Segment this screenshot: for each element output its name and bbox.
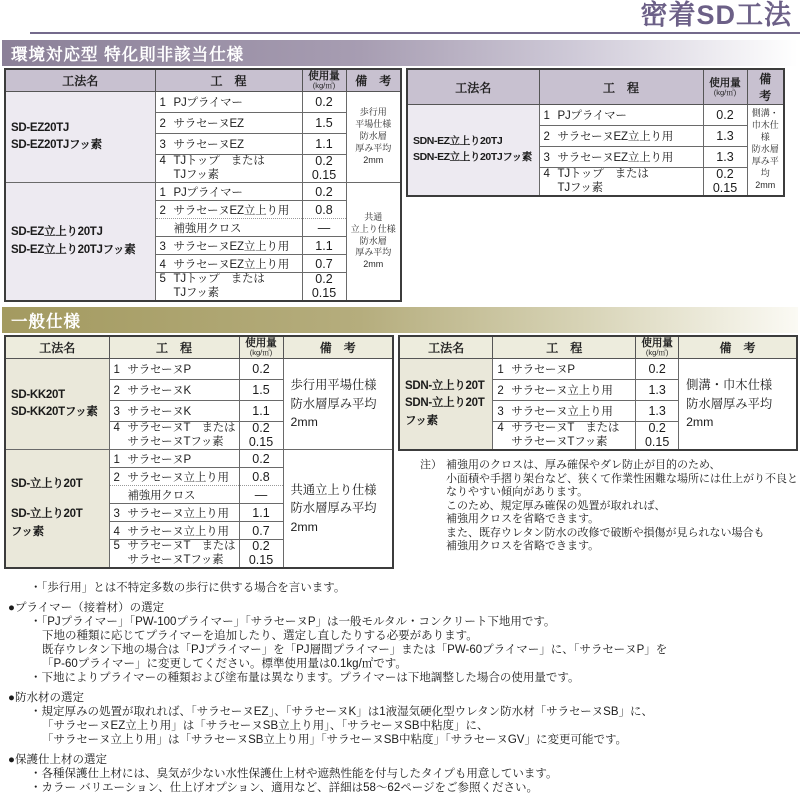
process-cell [155, 219, 302, 237]
process-name: サラセーヌEZ立上り用 [173, 240, 290, 253]
spec-group-sd-ez20tj [5, 92, 401, 183]
table-row [407, 105, 784, 126]
remarks-line: 歩行用平場仕様 [290, 378, 377, 393]
process-cell [493, 422, 636, 451]
process-name: サラセーヌ立上り用 [127, 507, 229, 520]
usage-unit: (kg/㎡) [249, 348, 273, 358]
table-row [5, 359, 393, 380]
method-cell [399, 359, 493, 451]
step-number: 2 [497, 385, 504, 397]
method-cell [5, 92, 155, 183]
col-header-label: 工法名 [428, 341, 465, 355]
usage-cell: 0.2 [302, 183, 346, 201]
footnote-line: 「サラセーヌEZ立上り用」は「サラセーヌSB立上り用」、「サラセーヌSB中粘度」に、 [42, 720, 489, 732]
process-cell [493, 380, 636, 401]
method-name: フッ素 [11, 525, 44, 538]
step-number: 4 [159, 258, 166, 271]
usage-cell: 1.1 [302, 134, 346, 155]
process-cell [109, 380, 239, 401]
footnotes [0, 569, 800, 795]
method-name: SDN-EZ立上り20TJ [413, 135, 503, 148]
process-name: サラセーヌ立上り用 [127, 471, 229, 484]
process-name: サラセーヌP [127, 364, 192, 376]
usage-cell [239, 540, 283, 569]
footnote-line: ・規定厚みの処置が取れれば、「サラセーヌEZ」、「サラセーヌK」は1液湿気硬化型ウレタン防水材「サラセーヌSB」に、 [30, 706, 654, 718]
note-line: また、既存ウレタン防水の改修で破断や損傷が見られない場合も [446, 526, 765, 539]
col-header-remarks [747, 69, 784, 105]
footnote-line: ・下地によりプライマーの種類および塗布量は異なります。プライマーは下地調整した場合の使用量です。 [30, 672, 580, 684]
step-number: 4 [497, 422, 504, 434]
method-name: フッ素 [405, 414, 438, 427]
section2-right-column [398, 335, 798, 554]
usage-value: 0.2 [716, 167, 734, 181]
process-name: サラセーヌP [511, 364, 575, 376]
process-cell [109, 486, 239, 504]
footnote-line: 既存ウレタン下地の場合は「PJプライマー」を「PJ層間プライマー」または「PW-60プライマー」に、「サラセーヌP」を [42, 644, 668, 656]
footnote-line: 下地の種類に応じてプライマーを追加したり、選定し直したりする必要があります。 [42, 630, 478, 642]
step-number: 1 [113, 453, 120, 466]
col-header-method [407, 69, 539, 105]
note-line: このため、規定厚み確保の処置が取れれば、 [446, 499, 666, 512]
column-header-row [5, 69, 401, 92]
usage-unit: (kg/㎡) [713, 87, 737, 97]
method-name: SD-EZ20TJ [11, 121, 70, 134]
remarks-line: 防水層 [359, 235, 387, 246]
remarks-line: 防水層厚み平均2mm [290, 501, 377, 534]
step-number: 3 [113, 406, 120, 418]
usage-cell: 0.8 [239, 468, 283, 486]
process-name: 補強用クロス [173, 222, 242, 235]
usage-unit: (kg/㎡) [645, 348, 669, 358]
table-row [399, 359, 797, 380]
process-name: サラセーヌK [127, 385, 192, 397]
process-cell [109, 522, 239, 540]
footnote-line: 「サラセーヌ立上り用」は「サラセーヌSB立上り用」「サラセーヌSB中粘度」「サラセーヌGV」に変更可能です。 [42, 734, 628, 746]
page-header [0, 0, 800, 40]
spec-group-sd-ez-tachiagari20tj [5, 183, 401, 302]
footnote-block-title: ●プライマー（接着材）の選定 [8, 602, 165, 614]
process-cell [493, 401, 636, 422]
step-number: 3 [543, 152, 550, 164]
col-header-usage [703, 69, 747, 105]
process-name: サラセーヌEZ [173, 139, 244, 151]
process-cell [109, 540, 239, 569]
footnote-block-waterproofing [8, 691, 796, 747]
step-number: 5 [159, 273, 166, 285]
step-number: 3 [497, 406, 504, 418]
usage-value: 0.15 [712, 180, 738, 195]
usage-cell: — [239, 486, 283, 504]
process-name: サラセーヌ立上り用 [127, 525, 229, 538]
usage-cell: 0.2 [239, 450, 283, 468]
process-name: TJフッ素 [557, 181, 603, 194]
spec-table-s1-right [406, 68, 785, 197]
usage-cell: 1.5 [302, 113, 346, 134]
remarks-cell [679, 359, 797, 451]
step-number: 3 [159, 240, 166, 253]
col-header-usage [636, 336, 679, 359]
remarks-line: 厚み平均 [355, 247, 392, 258]
process-name: TJフッ素 [173, 168, 219, 181]
process-cell [109, 422, 239, 450]
remarks-line: 厚み平均 [751, 155, 779, 178]
process-name: サラセーヌK [127, 406, 192, 418]
process-cell [493, 359, 636, 380]
usage-unit: (kg/㎡) [312, 81, 336, 91]
usage-cell: 1.5 [239, 380, 283, 401]
spec-table-s1-left [4, 68, 402, 302]
remarks-cell [346, 183, 401, 302]
process-name: TJトップ または [173, 155, 265, 167]
process-cell [109, 504, 239, 522]
method-name: SDN-立上り20T [405, 397, 485, 410]
col-header-label: 備 考 [355, 74, 392, 88]
step-number: 3 [113, 507, 120, 520]
process-name: TJトップ または [173, 273, 265, 285]
method-name: SD-EZ20TJフッ素 [11, 139, 102, 151]
remarks-line: 防水層厚み平均2mm [290, 396, 377, 430]
col-header-remarks [679, 336, 797, 359]
remarks-cell [346, 92, 401, 183]
table-row [5, 183, 401, 201]
section2-tables [0, 335, 800, 569]
col-header-process [109, 336, 239, 359]
col-header-label: 備 考 [719, 341, 756, 355]
process-cell [155, 183, 302, 201]
usage-label: 使用量 [308, 70, 340, 83]
method-name: SD-KK20Tフッ素 [11, 406, 98, 418]
process-name: サラセーヌTフッ素 [127, 553, 224, 566]
method-cell [5, 183, 155, 302]
remarks-line: 防水層厚み平均2mm [686, 396, 773, 430]
footnote-walkway-definition: ・「歩行用」とは不特定多数の歩行に供する場合を言います。 [30, 582, 346, 594]
step-number: 1 [159, 97, 166, 109]
col-header-label: 工 程 [546, 341, 583, 355]
usage-cell [239, 422, 283, 450]
spec-group-sd-kk20t [5, 359, 393, 450]
remarks-line: 2mm [363, 259, 384, 270]
process-cell [109, 401, 239, 422]
usage-cell [703, 168, 747, 197]
col-header-usage [302, 69, 346, 92]
process-cell [155, 92, 302, 113]
process-name: サラセーヌ立上り用 [511, 385, 613, 397]
step-number: 1 [497, 364, 504, 376]
usage-label: 使用量 [641, 337, 673, 350]
remarks-line: 平場仕様 [355, 119, 392, 130]
col-header-label: 工法名 [39, 341, 76, 355]
col-header-label: 工法名 [62, 74, 99, 88]
usage-cell: 0.2 [302, 92, 346, 113]
remarks-cell [747, 105, 784, 197]
usage-cell: 1.3 [703, 147, 747, 168]
title-underline [30, 32, 800, 34]
spec-table-s2-left [4, 335, 394, 569]
method-cell [407, 105, 539, 197]
process-cell [155, 273, 302, 302]
usage-cell: 1.1 [302, 237, 346, 255]
process-cell [155, 237, 302, 255]
usage-label: 使用量 [245, 337, 277, 350]
method-name: SD-EZ立上り20TJフッ素 [11, 243, 136, 256]
usage-value: 0.2 [648, 421, 666, 435]
usage-value: 0.2 [315, 154, 333, 168]
usage-cell [302, 273, 346, 302]
column-header-row [407, 69, 784, 105]
step-number: 2 [113, 471, 120, 484]
process-name: サラセーヌEZ立上り用 [173, 258, 290, 271]
process-name: サラセーヌT または [127, 540, 236, 552]
process-name: サラセーヌEZ立上り用 [557, 131, 674, 143]
step-number: 4 [113, 525, 120, 538]
usage-cell: 1.1 [239, 504, 283, 522]
footnote-block-protective-finish [8, 753, 796, 795]
usage-cell: 1.3 [636, 380, 679, 401]
usage-value: 0.15 [248, 434, 274, 449]
process-name: サラセーヌT または [511, 422, 620, 434]
method-cell [5, 359, 109, 450]
remarks-line: 共通 [364, 211, 383, 222]
usage-cell: 0.8 [302, 201, 346, 219]
step-number: 1 [159, 186, 166, 199]
note-label: 注） [420, 459, 442, 471]
usage-cell: 0.7 [302, 255, 346, 273]
step-number: 2 [543, 131, 550, 143]
col-header-label: 工法名 [455, 80, 492, 95]
method-name: SD-立上り20T [11, 478, 83, 491]
remarks-line: 立上り仕様 [350, 223, 396, 234]
footnote-block-title: ●防水材の選定 [8, 692, 84, 704]
usage-value: 0.2 [315, 272, 333, 286]
spec-group-sd-tachiagari20t [5, 450, 393, 569]
remarks-cell [283, 450, 393, 569]
note-line: 補強用クロスを省略できます。 [446, 513, 600, 525]
footnote-block-primer [8, 601, 796, 685]
process-name: サラセーヌTフッ素 [127, 435, 224, 448]
process-name: 補強用クロス [127, 489, 196, 502]
usage-cell: 1.3 [636, 401, 679, 422]
col-header-method [5, 336, 109, 359]
note-line: 補強用のクロスは、厚み確保やダレ防止が目的のため、 [446, 459, 721, 471]
col-header-label: 工 程 [210, 74, 247, 88]
process-name: サラセーヌEZ立上り用 [557, 152, 674, 164]
method-name: SD-KK20T [11, 388, 65, 401]
section1-heading-bar [2, 40, 798, 66]
section1-heading: 環境対応型 特化則非該当仕様 [11, 46, 245, 64]
remarks-line: 側溝・ [751, 108, 779, 119]
usage-cell: 0.7 [239, 522, 283, 540]
step-number: 1 [543, 110, 550, 122]
usage-cell: 0.2 [636, 359, 679, 380]
step-number: 2 [159, 118, 166, 130]
process-name: サラセーヌT または [127, 422, 236, 434]
section1-tables [0, 68, 800, 302]
method-name: SDN-立上り20T [405, 380, 485, 393]
usage-value: 0.2 [252, 539, 270, 553]
footnote-block-title: ●保護仕上材の選定 [8, 754, 107, 766]
step-number: 2 [159, 204, 166, 217]
usage-value: 0.15 [311, 167, 337, 182]
footnote-line: ・カラー バリエーション、仕上げオプション、適用など、詳細は58～62ページをご参照ください。 [30, 782, 538, 794]
process-cell [539, 105, 703, 126]
step-number: 5 [113, 540, 120, 552]
remarks-line: 防水層 [751, 144, 779, 155]
note-text [446, 459, 798, 554]
process-cell [539, 126, 703, 147]
usage-cell: 0.2 [239, 359, 283, 380]
col-header-label: 備 考 [759, 72, 784, 103]
process-name: サラセーヌP [127, 453, 192, 466]
table-row [5, 92, 401, 113]
col-header-method [399, 336, 493, 359]
step-number: 4 [113, 422, 120, 434]
col-header-process [155, 69, 302, 92]
process-name: サラセーヌEZ [173, 118, 244, 130]
step-number: 4 [159, 155, 166, 167]
table-row [5, 450, 393, 468]
col-header-remarks [283, 336, 393, 359]
note-line: 補強用クロスを省略できます。 [446, 540, 600, 552]
usage-cell: 1.3 [703, 126, 747, 147]
footnote-line: ・「PJプライマー」「PW-100プライマー」「サラセーヌP」は一般モルタル・コンクリート下地用です。 [30, 616, 556, 628]
usage-label: 使用量 [709, 76, 741, 89]
footnote-line: ・各種保護仕上材には、臭気が少ない水性保護仕上材や遮熱性能を付与したタイプも用意しています。 [30, 768, 558, 780]
remarks-line: 巾木仕様 [751, 120, 779, 143]
col-header-usage [239, 336, 283, 359]
col-header-label: 工 程 [155, 341, 192, 355]
process-cell [155, 201, 302, 219]
column-header-row [399, 336, 797, 359]
footnote-line: 「P-60プライマー」に変更してください。標準使用量は0.1kg/㎡です。 [42, 658, 407, 670]
note-line: なりやすい傾向があります。 [446, 486, 589, 498]
process-cell [109, 468, 239, 486]
remarks-line: 2mm [363, 154, 384, 165]
process-cell [155, 113, 302, 134]
usage-cell [636, 422, 679, 451]
section2-heading-bar [2, 307, 798, 333]
col-header-method [5, 69, 155, 92]
process-cell [155, 255, 302, 273]
step-number: 4 [543, 168, 550, 180]
usage-value: 0.15 [248, 552, 274, 567]
usage-cell: 0.2 [703, 105, 747, 126]
usage-cell: — [302, 219, 346, 237]
method-name: SD-EZ立上り20TJ [11, 226, 103, 239]
process-name: サラセーヌTフッ素 [511, 435, 608, 448]
remarks-line: 厚み平均 [355, 142, 392, 153]
remarks-line: 2mm [755, 179, 776, 190]
usage-cell [302, 155, 346, 183]
col-header-label: 工 程 [602, 80, 639, 95]
col-header-process [539, 69, 703, 105]
col-header-process [493, 336, 636, 359]
method-cell [5, 450, 109, 569]
step-number: 3 [159, 139, 166, 151]
process-name: PJプライマー [173, 97, 243, 109]
process-cell [155, 134, 302, 155]
spec-group-sdn-tachiagari20t [399, 359, 797, 451]
step-number: 1 [113, 364, 120, 376]
process-cell [155, 155, 302, 183]
process-name: TJフッ素 [173, 286, 219, 299]
usage-value: 0.15 [311, 285, 337, 300]
process-name: サラセーヌEZ立上り用 [173, 204, 290, 217]
spec-table-s2-right [398, 335, 798, 451]
remarks-line: 防水層 [359, 131, 387, 142]
reinforcement-cloth-note [420, 459, 798, 554]
process-cell [109, 450, 239, 468]
method-name: SD-立上り20T [11, 508, 83, 521]
process-cell [539, 168, 703, 197]
step-number: 2 [113, 385, 120, 397]
method-name: SDN-EZ立上り20TJフッ素 [413, 151, 532, 163]
usage-value: 0.15 [644, 434, 670, 449]
usage-cell: 1.1 [239, 401, 283, 422]
remarks-line: 側溝・巾木仕様 [686, 378, 773, 393]
column-header-row [5, 336, 393, 359]
process-cell [109, 359, 239, 380]
remarks-line: 共通立上り仕様 [290, 482, 377, 497]
section2-heading: 一般仕様 [11, 313, 81, 331]
spec-group-sdn-ez-tachiagari20tj [407, 105, 784, 197]
process-name: TJトップ または [557, 168, 649, 180]
page-title: 密着SD工法 [640, 0, 792, 30]
usage-value: 0.2 [252, 421, 270, 435]
process-name: サラセーヌ立上り用 [511, 406, 613, 418]
note-line: 小面積や手摺り架台など、狭くて作業性困難な場所には仕上がり不良と [446, 472, 798, 485]
col-header-label: 備 考 [319, 341, 356, 355]
process-name: PJプライマー [173, 186, 243, 199]
process-name: PJプライマー [557, 110, 627, 122]
remarks-line: 歩行用 [359, 107, 387, 118]
col-header-remarks [346, 69, 401, 92]
remarks-cell [283, 359, 393, 450]
process-cell [539, 147, 703, 168]
